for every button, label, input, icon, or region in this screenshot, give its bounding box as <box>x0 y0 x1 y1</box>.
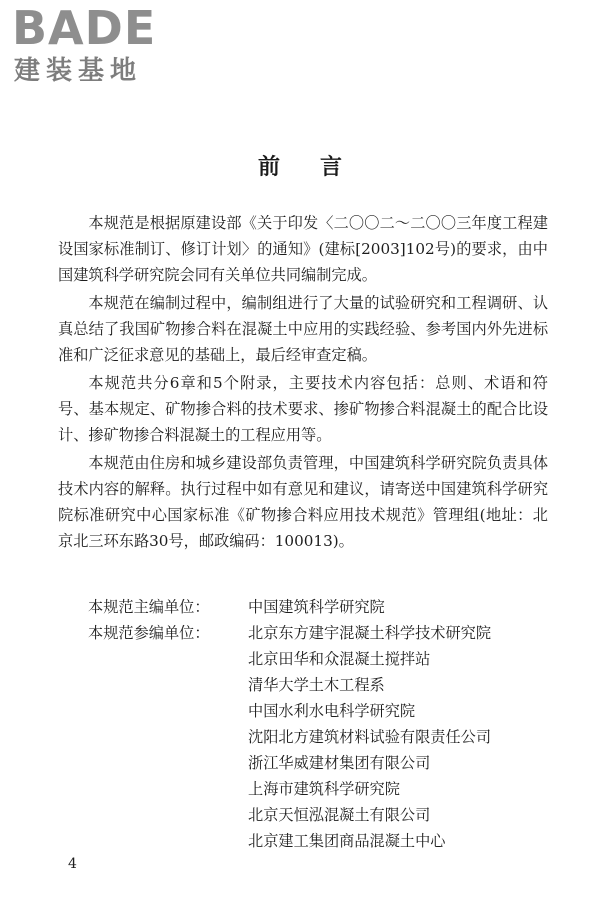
units-section <box>88 594 491 854</box>
paragraph: 本规范共分6章和5个附录，主要技术内容包括：总则、术语和符号、基本规定、矿物掺合料的技术要求、掺矿物掺合料混凝土的配合比设计、掺矿物掺合料混凝土的工程应用等。 <box>58 374 548 444</box>
paragraph: 本规范是根据原建设部《关于印发〈二〇〇二～二〇〇三年度工程建设国家标准制订、修订计划〉的通知》(建标[2003]102号)的要求，由中国建筑科学研究院会同有关单位共同编制完成。 <box>58 214 548 284</box>
list-item: 北京东方建宇混凝土科学技术研究院 <box>248 624 491 642</box>
paragraph: 本规范由住房和城乡建设部负责管理，中国建筑科学研究院负责具体技术内容的解释。执行过程中如有意见和建议，请寄送中国建筑科学研究院标准研究中心国家标准《矿物掺合料应用技术规范》管理组(地址：北京北三环东路30号，邮政编码：100013)。 <box>58 454 548 550</box>
participating-units-list <box>248 620 491 854</box>
list-item: 上海市建筑科学研究院 <box>248 780 400 798</box>
chief-unit-row <box>88 594 491 620</box>
list-item: 沈阳北方建筑材料试验有限责任公司 <box>248 728 491 746</box>
logo-wordmark: BADE <box>12 1 157 55</box>
chief-unit-value: 中国建筑科学研究院 <box>248 598 385 616</box>
list-item: 北京天恒泓混凝土有限公司 <box>248 806 431 824</box>
list-item: 清华大学土木工程系 <box>248 676 385 694</box>
page-title: 前言 <box>257 155 382 180</box>
bade-logo <box>6 2 176 90</box>
participating-units-row <box>88 620 491 854</box>
paragraph: 本规范在编制过程中，编制组进行了大量的试验研究和工程调研、认真总结了我国矿物掺合料在混凝土中应用的实践经验、参考国内外先进标准和广泛征求意见的基础上，最后经审查定稿。 <box>58 294 548 364</box>
participating-units-label: 本规范参编单位： <box>88 624 210 642</box>
logo-subtitle: 建装基地 <box>14 56 143 86</box>
page-number: 4 <box>68 856 77 872</box>
list-item: 北京建工集团商品混凝土中心 <box>248 832 446 850</box>
list-item: 中国水利水电科学研究院 <box>248 702 416 720</box>
preface-body <box>58 210 548 556</box>
chief-unit-label: 本规范主编单位： <box>88 598 210 616</box>
list-item: 浙江华威建材集团有限公司 <box>248 754 431 772</box>
list-item: 北京田华和众混凝土搅拌站 <box>248 650 431 668</box>
